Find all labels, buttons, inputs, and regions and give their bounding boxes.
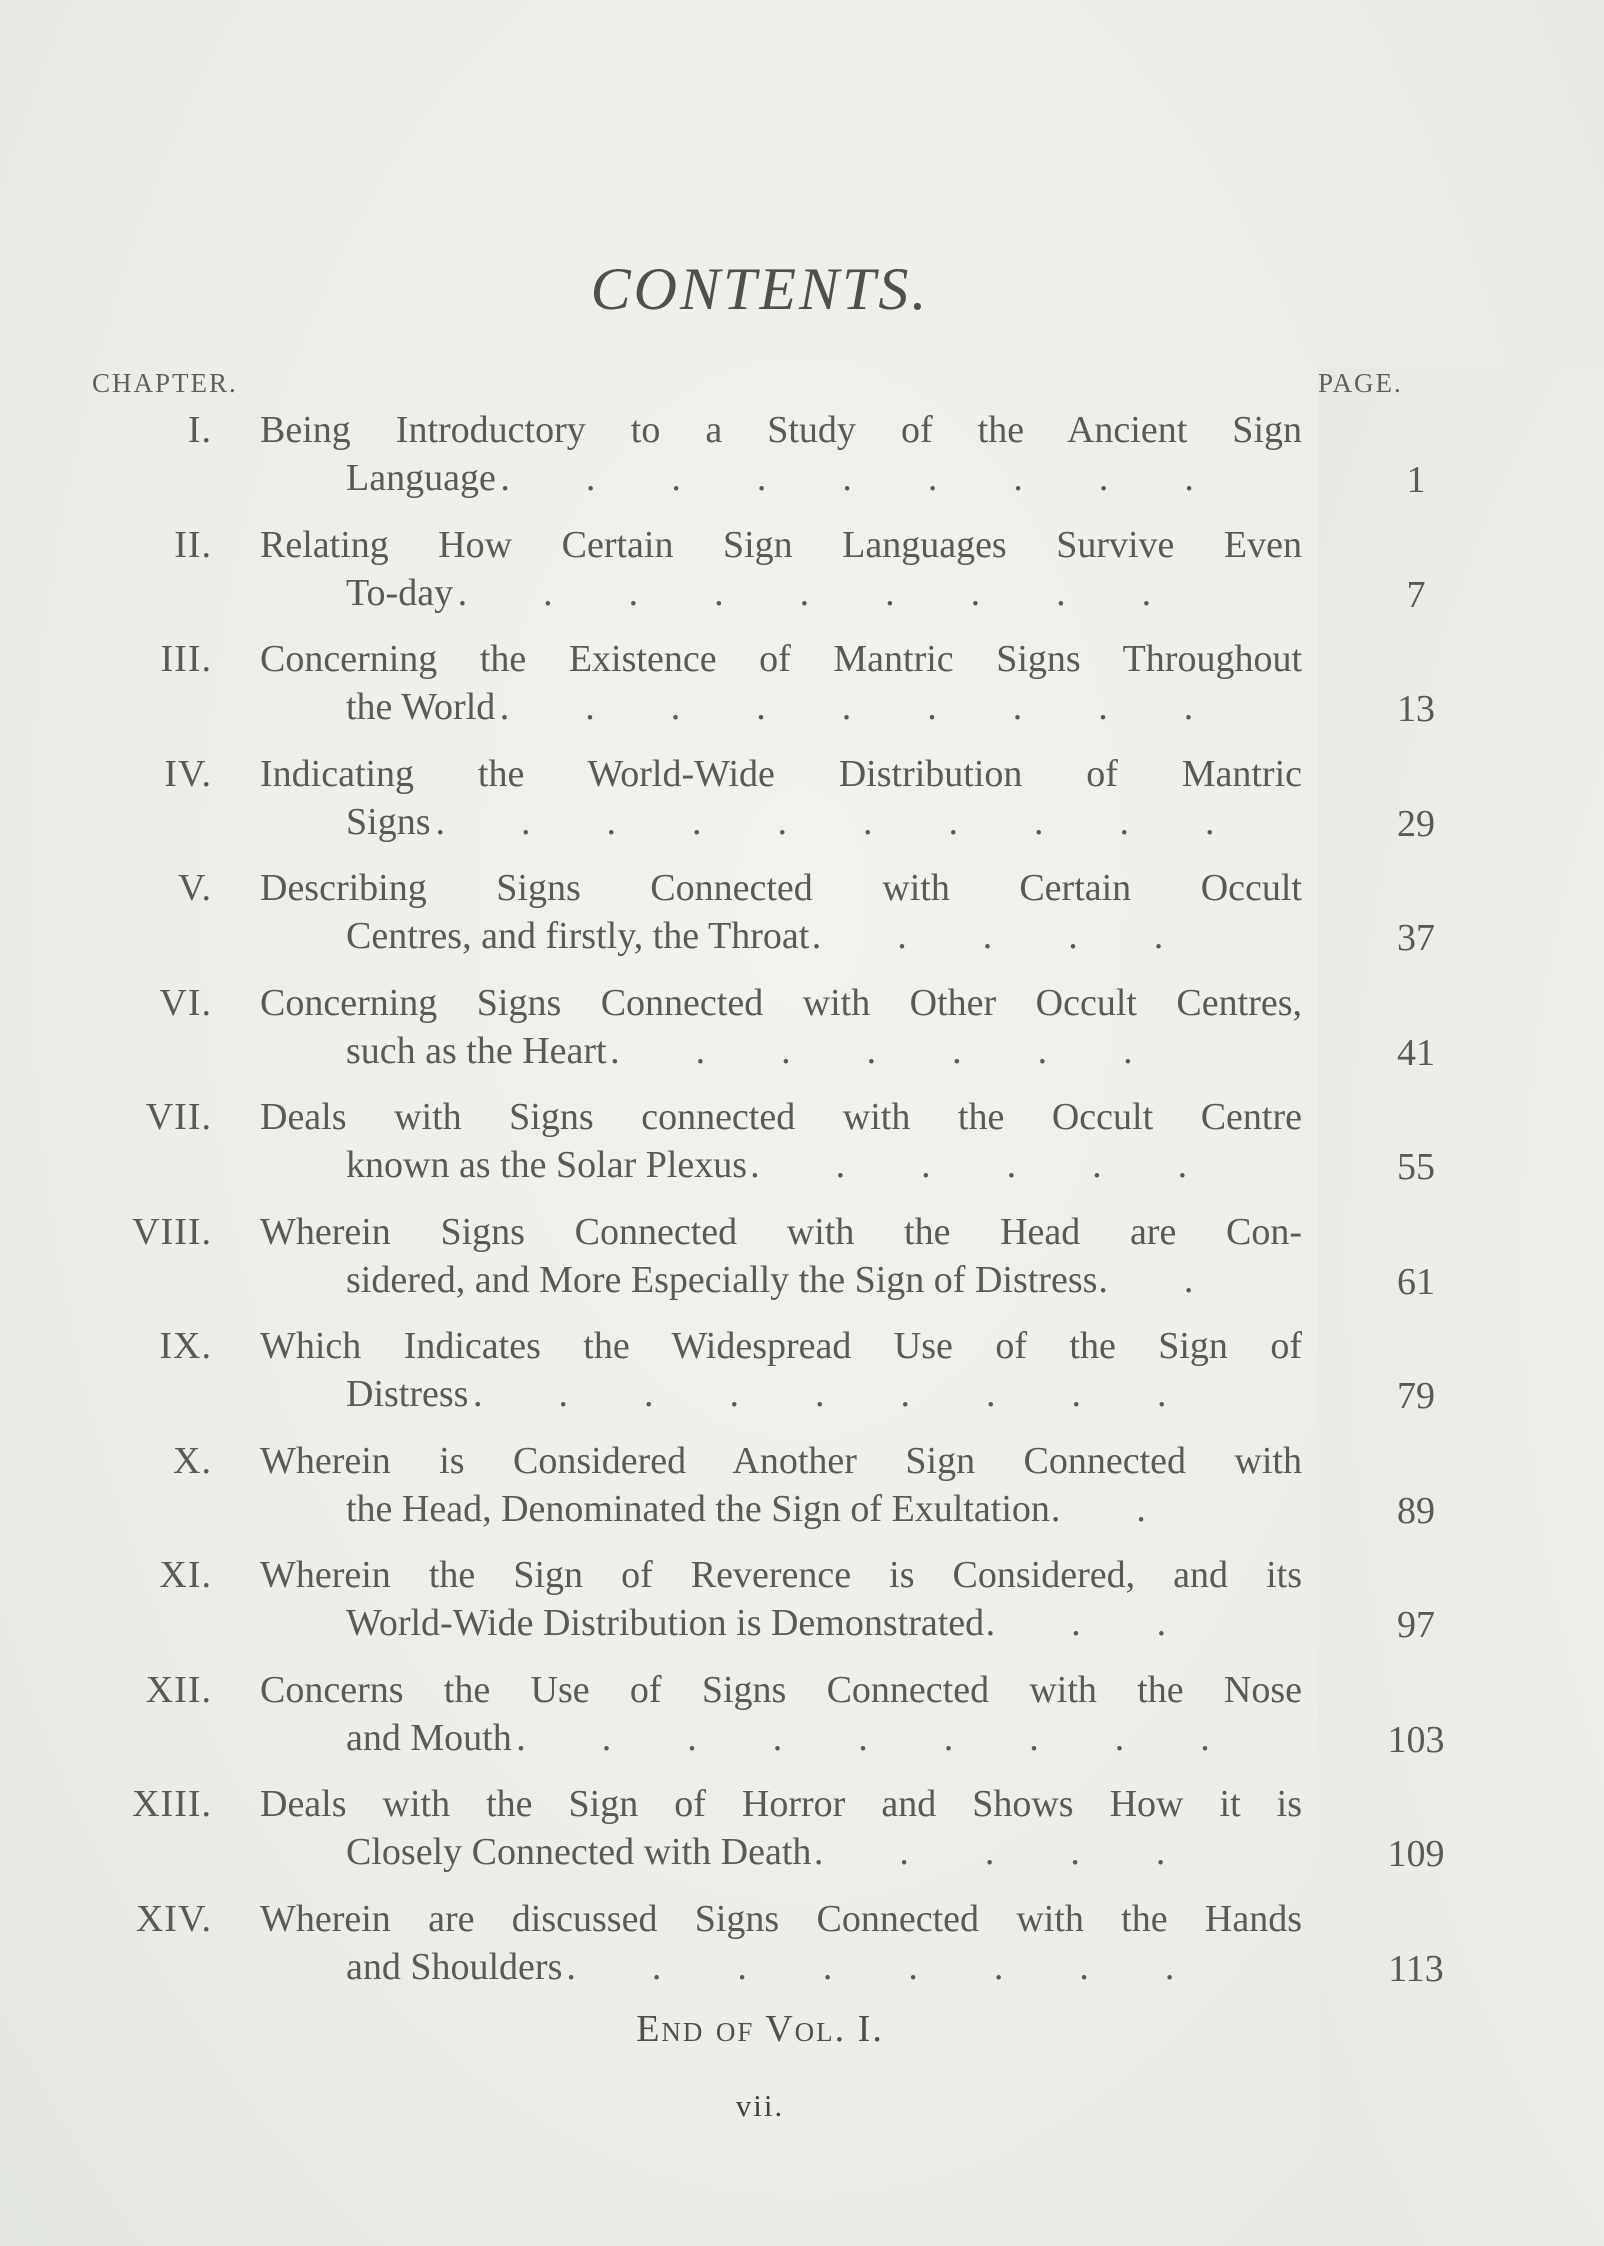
toc-entry: [0, 978, 1604, 1093]
toc-entry: [0, 749, 1604, 864]
chapter-title-line1: Wherein is Considered Another Sign Connected with: [260, 1439, 1302, 1482]
dot-leader: ........: [566, 1945, 1251, 1988]
chapter-title-line1: Deals with Signs connected with the Occult Centre: [260, 1096, 1302, 1138]
chapter-number: XIII.: [132, 1783, 212, 1825]
toc-entry: [0, 1665, 1604, 1780]
page-number: 61: [1397, 1260, 1435, 1303]
chapter-title-line2-text: the World: [346, 686, 496, 728]
chapter-title-line2-text: and Mouth: [346, 1716, 512, 1759]
chapter-title-line2: [346, 1369, 1302, 1419]
dot-leader: ..: [1098, 1258, 1270, 1301]
chapter-title-line1: Wherein are discussed Signs Connected with the Hands: [260, 1897, 1302, 1940]
toc-entry: [0, 1321, 1604, 1436]
page-number: 13: [1397, 688, 1435, 730]
page-title: CONTENTS.: [590, 256, 930, 322]
chapter-title-line1: Indicating the World-Wide Distribution of Mantric: [260, 752, 1302, 795]
page-number: 103: [1387, 1718, 1445, 1761]
dot-leader: .........: [499, 686, 1270, 728]
toc-entry: [0, 1550, 1604, 1665]
chapter-title-line2-text: Distress: [346, 1373, 469, 1415]
chapter-title-line1: Wherein the Sign of Reverence is Considered, and its: [260, 1554, 1302, 1596]
chapter-title-line2: [346, 682, 1302, 732]
chapter-title-line1: Describing Signs Connected with Certain Occult: [260, 867, 1302, 909]
chapter-title-line2: [346, 911, 1302, 961]
dot-leader: .........: [472, 1373, 1243, 1415]
toc-entry: [0, 1894, 1604, 2009]
chapter-number: XIV.: [135, 1897, 212, 1940]
page-number: 55: [1397, 1146, 1435, 1188]
chapter-title-line2-text: Language: [346, 457, 496, 499]
page-number: 109: [1387, 1833, 1445, 1875]
toc-entry: [0, 1092, 1604, 1207]
page-number: 41: [1397, 1031, 1435, 1074]
chapter-title-line1: Relating How Certain Sign Languages Survive Even: [260, 523, 1302, 566]
dot-leader: .....: [813, 1831, 1242, 1873]
chapter-title-line2: [346, 1713, 1302, 1763]
page-number: 29: [1397, 802, 1435, 845]
toc-entry: [0, 1779, 1604, 1894]
table-of-contents: [0, 405, 1604, 2008]
chapter-number: IX.: [159, 1325, 212, 1367]
chapter-number: IV.: [164, 752, 212, 795]
toc-entry: [0, 405, 1604, 520]
chapter-title-line1: Being Introductory to a Study of the Ancient Sign: [260, 409, 1302, 451]
toc-entry: [0, 1207, 1604, 1322]
toc-entry: [0, 863, 1604, 978]
chapter-title-line2: [346, 1598, 1302, 1648]
chapter-title-line2-text: known as the Solar Plexus: [346, 1144, 748, 1186]
chapter-title-line2: [346, 1255, 1302, 1305]
dot-leader: ..........: [435, 800, 1291, 843]
chapter-title-line2: [346, 1942, 1302, 1992]
chapter-number: VIII.: [132, 1210, 212, 1253]
chapter-title-line2: [346, 1026, 1302, 1076]
chapter-title-line1: Which Indicates the Widespread Use of the Sign of: [260, 1325, 1302, 1367]
chapter-column-header: CHAPTER.: [92, 368, 238, 398]
dot-leader: .......: [610, 1029, 1209, 1072]
chapter-title-line2-text: Closely Connected with Death: [346, 1831, 812, 1873]
chapter-title-line2: [346, 568, 1302, 618]
chapter-title-line2-text: the Head, Denominated the Sign of Exultation: [346, 1487, 1050, 1530]
chapter-title-line2: [346, 1140, 1302, 1190]
chapter-title-line2: [346, 797, 1302, 847]
chapter-number: II.: [174, 523, 212, 566]
page-number: 89: [1397, 1489, 1435, 1532]
dot-leader: ..: [1050, 1487, 1222, 1530]
chapter-title-line1: Concerns the Use of Signs Connected with the Nose: [260, 1668, 1302, 1711]
chapter-title-line2-text: Signs: [346, 800, 431, 843]
chapter-title-line2: [346, 453, 1302, 503]
folio-page-number: vii.: [735, 2088, 785, 2123]
chapter-title-line2: [346, 1484, 1302, 1534]
page-number: 7: [1406, 573, 1426, 616]
page-number: 79: [1397, 1375, 1435, 1417]
chapter-title-line2-text: such as the Heart: [346, 1029, 607, 1072]
chapter-title-line2-text: World-Wide Distribution is Demonstrated: [346, 1602, 985, 1644]
dot-leader: .........: [500, 457, 1270, 499]
chapter-number: I.: [187, 409, 212, 451]
chapter-number: III.: [160, 638, 212, 680]
chapter-title-line2-text: Centres, and firstly, the Throat: [346, 915, 810, 957]
dot-leader: .........: [457, 571, 1228, 614]
chapter-title-line1: Concerning the Existence of Mantric Signs Throughout: [260, 638, 1302, 680]
page-number: 113: [1388, 1947, 1444, 1990]
dot-leader: .....: [811, 915, 1240, 957]
chapter-number: XII.: [145, 1668, 212, 1711]
dot-leader: ...: [985, 1602, 1243, 1644]
dot-leader: .........: [516, 1716, 1286, 1759]
dot-leader: ......: [750, 1144, 1264, 1186]
toc-entry: [0, 1436, 1604, 1551]
chapter-number: VI.: [159, 981, 212, 1024]
page-number: 1: [1406, 459, 1426, 501]
toc-entry: [0, 520, 1604, 635]
chapter-number: XI.: [159, 1554, 212, 1596]
chapter-number: V.: [177, 867, 212, 909]
chapter-number: X.: [173, 1439, 212, 1482]
chapter-title-line2-text: To-day: [346, 571, 454, 614]
page-column-header: PAGE.: [1318, 368, 1604, 2246]
chapter-title-line1: Deals with the Sign of Horror and Shows How it is: [260, 1783, 1302, 1825]
chapter-number: VII.: [145, 1096, 212, 1138]
page-number: 37: [1397, 917, 1435, 959]
end-of-volume-note: End of Vol. I.: [636, 2008, 884, 2050]
chapter-title-line2-text: and Shoulders: [346, 1945, 563, 1988]
chapter-title-line2: [346, 1827, 1302, 1877]
chapter-title-line1: Concerning Signs Connected with Other Occult Centres,: [260, 981, 1302, 1024]
chapter-title-line1: Wherein Signs Connected with the Head are Con-: [260, 1210, 1302, 1253]
chapter-title-line2-text: sidered, and More Especially the Sign of Distress: [346, 1258, 1098, 1301]
toc-entry: [0, 634, 1604, 749]
page-number: 97: [1397, 1604, 1435, 1646]
